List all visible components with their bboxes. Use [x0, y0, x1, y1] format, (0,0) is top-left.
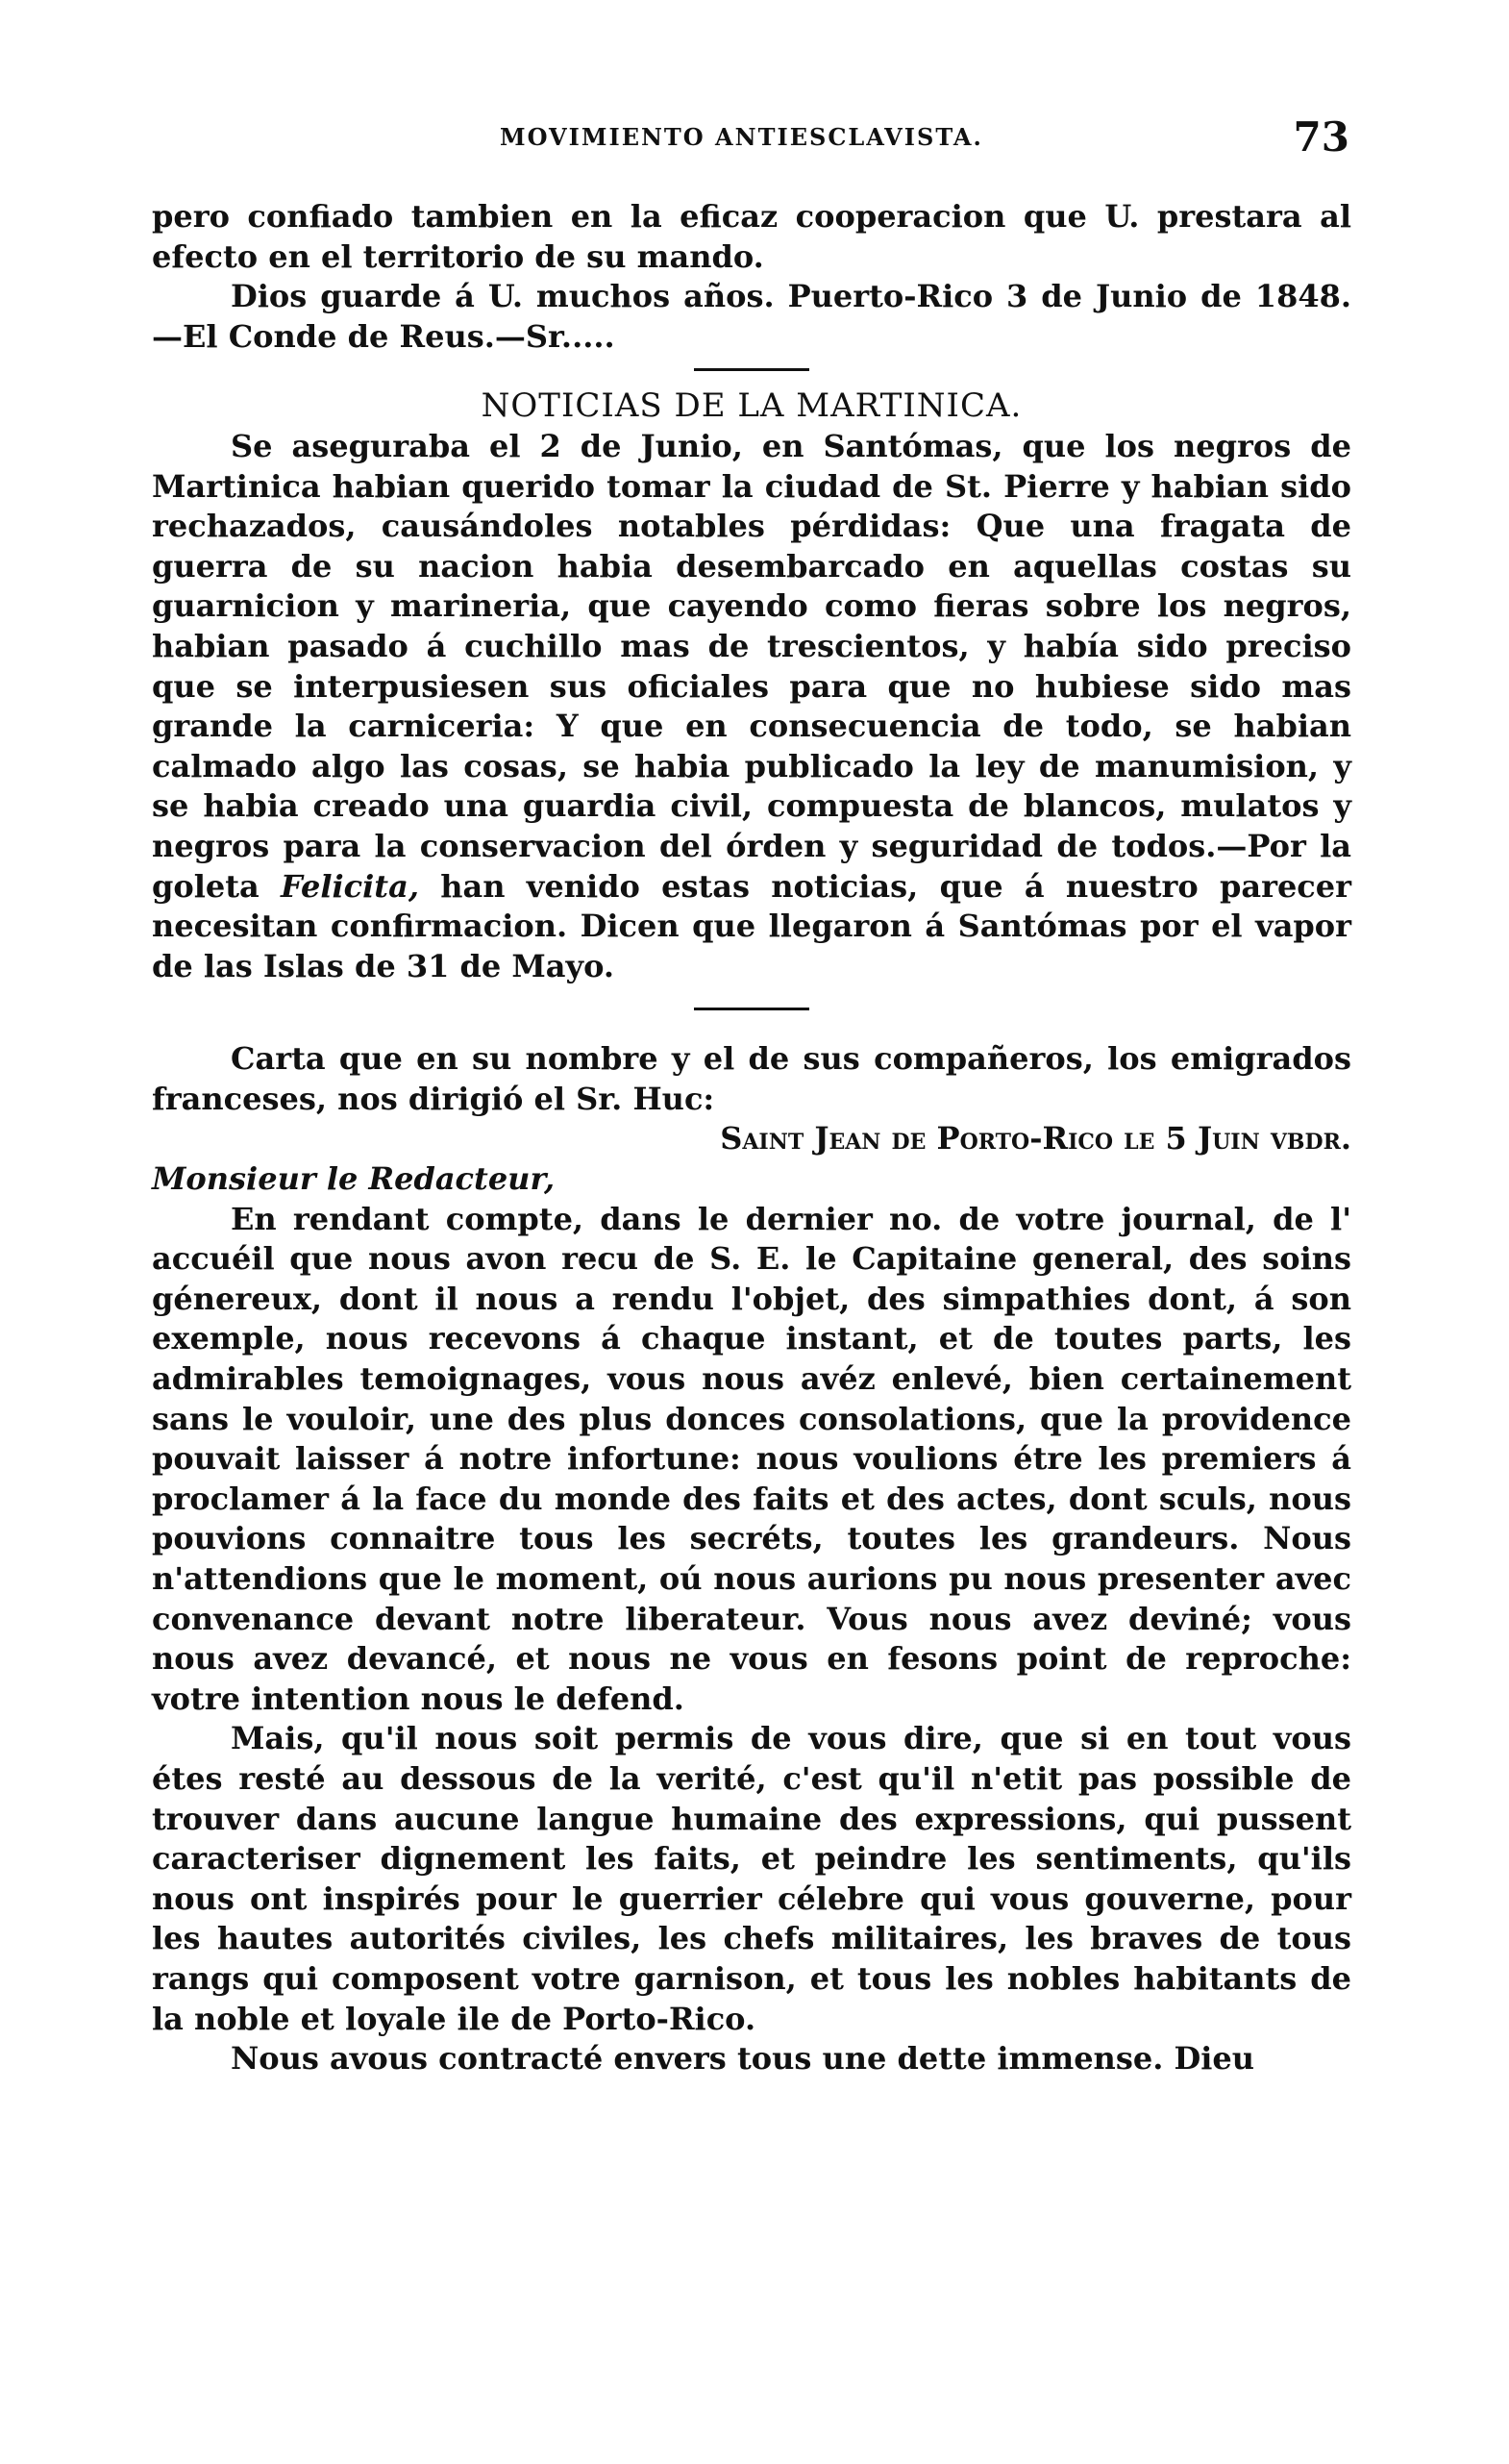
letter-paragraph: Nous avous contracté envers tous une dette immense. Dieu — [231, 2040, 1254, 2078]
letter-paragraph: En rendant compte, dans le dernier no. de votre journal, de l' accuéil que nous avon recu de S. E. le Capitaine general, des soins génereux, dont il nous a rendu l'objet, des simpathies dont, á son exemple, nous recevons á chaque instant, et de toutes parts, les admirables temoignages, vous nous avéz enlevé, bien certainement sans le vouloir, une des plus donces consolations, que la providence pouvait laisser á notre infortune: nous voulions étre les premiers á proclamer á la face du monde des faits et des actes, dont sculs, nous pouvions connaitre tous les secréts, toutes les grandeurs. Nous n'attendions que le moment, oú nous aurions pu nous presenter avec convenance devant notre liberateur. Vous nous avez deviné; vous nous avez devancé, et nous ne vous en fesons point de reproche: votre intention nous le defend. — [152, 1200, 1351, 1717]
letter-intro: Carta que en su nombre y el de sus compañeros, los emigrados franceses, nos dirigió el Sr. Huc: — [152, 1040, 1351, 1117]
running-title: MOVIMIENTO ANTIESCLAVISTA. — [500, 123, 983, 151]
section-divider — [694, 368, 809, 371]
section-divider-2 — [694, 1008, 809, 1010]
body-text — [152, 197, 1351, 2079]
news-paragraph — [152, 427, 1351, 986]
closing-formula: Dios guarde á U. muchos años. Puerto-Rico 3 de Junio de 1848.—El Conde de Reus.—Sr..... — [152, 278, 1351, 355]
news-text-end: han venido estas noticias, que á nuestro parecer necesitan confirmacion. Dicen que llegaron á Santómas por el vapor de las Islas de 31 de Mayo. — [152, 867, 1352, 984]
ship-name: Felicita, — [281, 867, 419, 905]
letter-paragraph: Mais, qu'il nous soit permis de vous dire, que si en tout vous étes resté au dessous de la verité, c'est qu'il n'etit pas possible de trouver dans aucune langue humaine des expressions, qui pussent caracteriser dignement les faits, et peindre les sentiments, qu'ils nous ont inspirés pour le guerrier célebre qui vous gouverne, pour les hautes autorités civiles, les chefs militaires, les braves de tous rangs qui composent votre garnison, et tous les nobles habitants de la noble et loyale ile de Porto-Rico. — [152, 1720, 1351, 2037]
letter-salutation: Monsieur le Redacteur, — [152, 1160, 556, 1198]
news-text-start: Se aseguraba el 2 de Junio, en Santómas, que los negros de Martinica habian querido tomar la ciudad de St. Pierre y habian sido rechazados, causándoles notables pérdidas: Que una fragata de guerra de su nacion habia desembarcado en aquellas costas su guarnicion y marineria, que cayendo como fieras sobre los negros, habian pasado á cuchillo mas de trescientos, y había sido preciso que se interpusiesen sus oficiales para que no hubiese sido mas grande la carniceria: Y que en consecuencia de todo, se habian calmado algo las cosas, se habia publicado la ley de manumision, y se habia creado una guardia civil, compuesta de blancos, mulatos y negros para la conservacion del órden y seguridad de todos.—Por la goleta — [152, 427, 1351, 905]
section-title: NOTICIAS DE LA MARTINICA. — [481, 386, 1023, 426]
page-number: 73 — [1293, 113, 1349, 161]
letter-place-date: Saint Jean de Porto-Rico le 5 Juin vbdr. — [720, 1120, 1351, 1157]
opening-paragraph: pero confiado tambien en la eficaz cooperacion que U. prestara al efecto en el territorio de su mando. — [152, 198, 1351, 275]
